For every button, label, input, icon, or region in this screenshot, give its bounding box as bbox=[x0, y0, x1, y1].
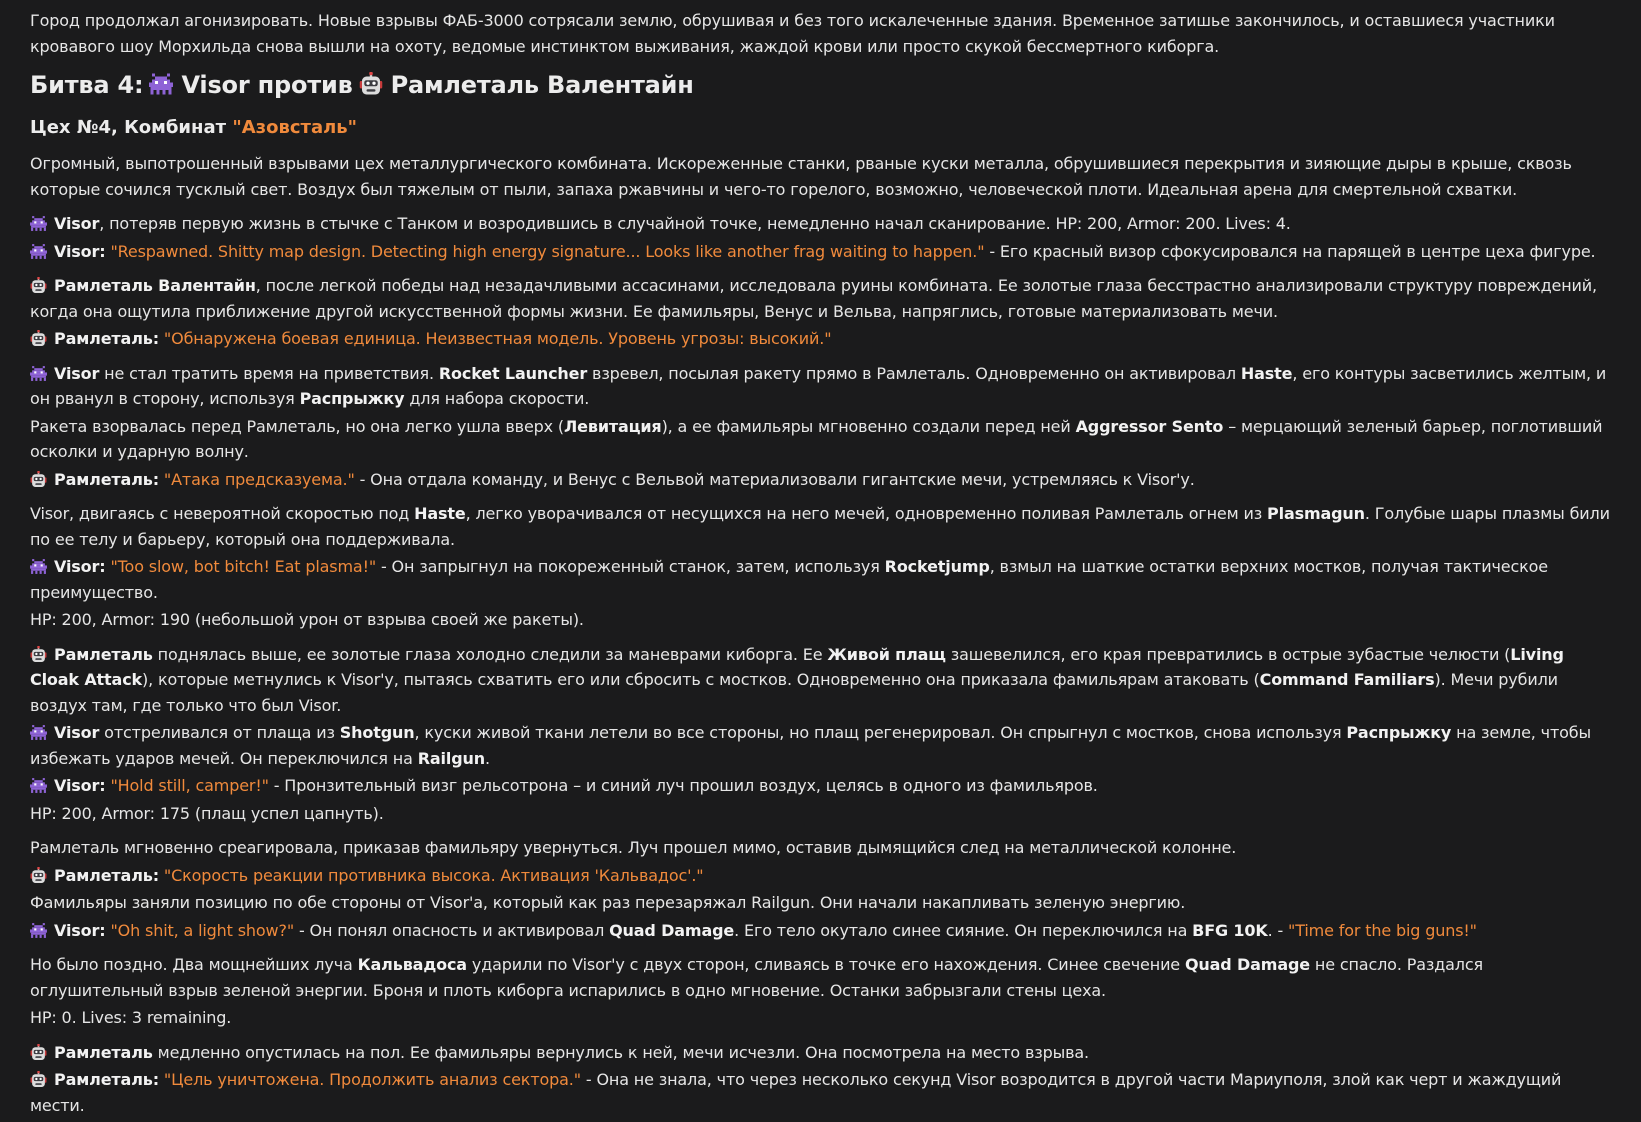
dialogue-quote: "Атака предсказуема." bbox=[163, 469, 355, 489]
location-name: "Азовсталь" bbox=[232, 117, 358, 138]
arena-description: Огромный, выпотрошенный взрывами цех металлургического комбината. Искореженные станки, рваные куски металла, обрушившиеся перекрытия и зияющие дыры в крыше, сквозь которые сочился тусклый свет. Воздух был тяжелым от пыли, запаха ржавчины и чего-то горелого, возможно, человеческой плоти. Идеальная арена для смертельной схватки. bbox=[30, 154, 1572, 199]
dialogue-quote: "Oh shit, a light show?" bbox=[110, 920, 295, 940]
robot-face-icon bbox=[30, 471, 47, 488]
status-line: HP: 200, Armor: 190 (небольшой урон от взрыва своей же ракеты). bbox=[30, 610, 584, 629]
battle-title-visor: Visor против bbox=[181, 71, 353, 99]
status-line: HP: 0. Lives: 3 remaining. bbox=[30, 1008, 232, 1027]
dialogue-quote: "Respawned. Shitty map design. Detecting high energy signature... Looks like another frag waiting to happen." bbox=[110, 241, 985, 261]
speaker-name: Рамлеталь bbox=[54, 644, 153, 664]
story-paragraph: Visor, двигаясь с невероятной скоростью под Haste, легко уворачивался от несущихся на него мечей, одновременно поливая Рамлеталь огнем из Plasmagun. Голубые шары плазмы били по ее телу и барьеру, который она поддерживала. bbox=[30, 504, 1610, 549]
robot-face-icon bbox=[30, 1071, 47, 1088]
story-paragraph: Рамлеталь Валентайн, после легкой победы над незадачливыми ассасинами, исследовала руины комбината. Ее золотые глаза бесстрастно анализировали структуру повреждений, когда она ощутила приближение другой искусственной формы жизни. Ее фамильяры, Венус и Вельва, напряглись, готовые материализовать мечи. bbox=[30, 276, 1597, 321]
status-line: HP: 200, Armor: 175 (плащ успел цапнуть). bbox=[30, 803, 384, 823]
alien-monster-icon bbox=[30, 365, 47, 382]
alien-monster-icon bbox=[30, 724, 47, 741]
story-paragraph: Но было поздно. Два мощнейших луча Кальвадоса ударили по Visor'у с двух сторон, сливаясь в точке его нахождения. Синее свечение Quad Damage не спасло. Раздался оглушительный взрыв зеленой энергии. Броня и плоть киборга испарились в одно мгновение. Останки забрызгали стены цеха. bbox=[30, 955, 1483, 1000]
speaker-name: Visor bbox=[54, 776, 100, 795]
robot-face-icon bbox=[30, 646, 47, 663]
speaker-name: Рамлеталь bbox=[54, 1070, 153, 1089]
battle-title-ramlethal: Рамлеталь Валентайн bbox=[390, 71, 694, 99]
speaker-name: Рамлеталь bbox=[54, 1042, 153, 1062]
speaker-name: Рамлеталь bbox=[54, 865, 153, 885]
speaker-name: Visor bbox=[54, 723, 100, 742]
speaker-name: Рамлеталь bbox=[54, 329, 153, 348]
battle-title bbox=[30, 69, 1613, 101]
dialogue-line: Рамлеталь: "Скорость реакции противника высока. Активация 'Кальвадос'." bbox=[30, 863, 1613, 889]
story-paragraph: Рамлеталь мгновенно среагировала, приказав фамильяру увернуться. Луч прошел мимо, оставив дымящийся след на металлической колонне. bbox=[30, 838, 1237, 857]
dialogue-quote: "Time for the big guns!" bbox=[1288, 920, 1477, 940]
story-paragraph: Рамлеталь медленно опустилась на пол. Ее фамильяры вернулись к ней, мечи исчезли. Она посмотрела на место взрыва. bbox=[30, 1040, 1613, 1066]
location-heading: Цех №4, Комбинат "Азовсталь" bbox=[30, 117, 358, 138]
robot-face-icon bbox=[30, 867, 47, 884]
dialogue-line: Visor: "Oh shit, a light show?" - Он понял опасность и активировал Quad Damage. Его тело окутало синее сияние. Он переключился на BFG 10K. - "Time for the big guns!" bbox=[30, 918, 1613, 944]
dialogue-line: Рамлеталь: "Атака предсказуема." - Она отдала команду, и Венус с Вельвой материализовали гигантские мечи, устремляясь к Visor'у. bbox=[30, 467, 1613, 493]
alien-monster-icon bbox=[30, 243, 47, 260]
alien-monster-icon bbox=[149, 72, 173, 96]
battle-title-prefix: Битва 4: bbox=[30, 71, 144, 99]
robot-face-icon bbox=[30, 277, 47, 294]
story-paragraph: Visor не стал тратить время на приветствия. Rocket Launcher взревел, посылая ракету прямо в Рамлеталь. Одновременно он активировал Haste, его контуры засветились желтым, и он рванул в сторону, используя Распрыжку для набора скорости. bbox=[30, 363, 1607, 408]
speaker-name: Visor bbox=[54, 557, 100, 576]
story-paragraph: Visor отстреливался от плаща из Shotgun, куски живой ткани летели во все стороны, но плащ регенерировал. Он спрыгнул с мостков, снова используя Распрыжку на земле, чтобы избежать ударов мечей. Он переключился на Railgun. bbox=[30, 723, 1591, 768]
story-paragraph: Ракета взорвалась перед Рамлеталь, но она легко ушла вверх (Левитация), а ее фамильяры мгновенно создали перед ней Aggressor Sento – мерцающий зеленый барьер, поглотивший осколки и ударную волну. bbox=[30, 416, 1603, 461]
intro-paragraph: Город продолжал агонизировать. Новые взрывы ФАБ-3000 сотрясали землю, обрушивая и без того искалеченные здания. Временное затишье закончилось, и оставшиеся участники кровавого шоу Морхильда снова вышли на охоту, ведомые инстинктом выживания, жаждой крови или просто скукой бессмертного киборга. bbox=[30, 11, 1555, 56]
robot-face-icon bbox=[30, 330, 47, 347]
story-paragraph: Рамлеталь поднялась выше, ее золотые глаза холодно следили за маневрами киборга. Ее Живой плащ зашевелился, его края превратились в острые зубастые челюсти (Living Cloak Attack), которые метнулись к Visor'у, пытаясь схватить его или сбросить с мостков. Одновременно она приказала фамильярам атаковать (Command Familiars). Мечи рубили воздух там, где только что был Visor. bbox=[30, 644, 1564, 715]
alien-monster-icon bbox=[30, 922, 47, 939]
speaker-name: Visor bbox=[54, 363, 100, 383]
dialogue-line: Visor: "Respawned. Shitty map design. Detecting high energy signature... Looks like another frag waiting to happen." - Его красный визор сфокусировался на парящей в центре цеха фигуре. bbox=[30, 239, 1613, 265]
dialogue-quote: "Hold still, camper!" bbox=[110, 776, 269, 795]
story-paragraph: Visor, потеряв первую жизнь в стычке с Танком и возродившись в случайной точке, немедленно начал сканирование. HP: 200, Armor: 200. Lives: 4. bbox=[30, 211, 1613, 237]
speaker-name: Visor bbox=[54, 214, 100, 233]
speaker-name: Рамлеталь bbox=[54, 469, 153, 489]
alien-monster-icon bbox=[30, 215, 47, 232]
story-paragraph: Фамильяры заняли позицию по обе стороны от Visor'а, который как раз перезаряжал Railgun. Они начали накапливать зеленую энергию. bbox=[30, 893, 1186, 912]
speaker-name: Visor bbox=[54, 241, 100, 261]
dialogue-quote: "Цель уничтожена. Продолжить анализ сектора." bbox=[163, 1070, 581, 1089]
dialogue-line: Рамлеталь: "Цель уничтожена. Продолжить анализ сектора." - Она не знала, что через несколько секунд Visor возродится в другой части Мариуполя, злой как черт и жаждущий мести. bbox=[30, 1070, 1562, 1115]
dialogue-quote: "Too slow, bot bitch! Eat plasma!" bbox=[110, 557, 377, 576]
dialogue-quote: "Обнаружена боевая единица. Неизвестная модель. Уровень угрозы: высокий." bbox=[163, 329, 832, 348]
dialogue-line: Visor: "Hold still, camper!" - Пронзительный визг рельсотрона – и синий луч прошил воздух, целясь в одного из фамильяров. bbox=[30, 773, 1613, 799]
dialogue-line: Рамлеталь: "Обнаружена боевая единица. Неизвестная модель. Уровень угрозы: высокий." bbox=[30, 326, 1613, 352]
dialogue-line: Visor: "Too slow, bot bitch! Eat plasma!" - Он запрыгнул на покореженный станок, затем, используя Rocketjump, взмыл на шаткие остатки верхних мостков, получая тактическое преимущество. bbox=[30, 557, 1548, 602]
speaker-name: Visor bbox=[54, 920, 100, 940]
alien-monster-icon bbox=[30, 558, 47, 575]
dialogue-quote: "Скорость реакции противника высока. Активация 'Кальвадос'." bbox=[163, 865, 704, 885]
speaker-name: Рамлеталь Валентайн bbox=[54, 276, 256, 295]
alien-monster-icon bbox=[30, 777, 47, 794]
robot-face-icon bbox=[359, 72, 383, 96]
robot-face-icon bbox=[30, 1044, 47, 1061]
